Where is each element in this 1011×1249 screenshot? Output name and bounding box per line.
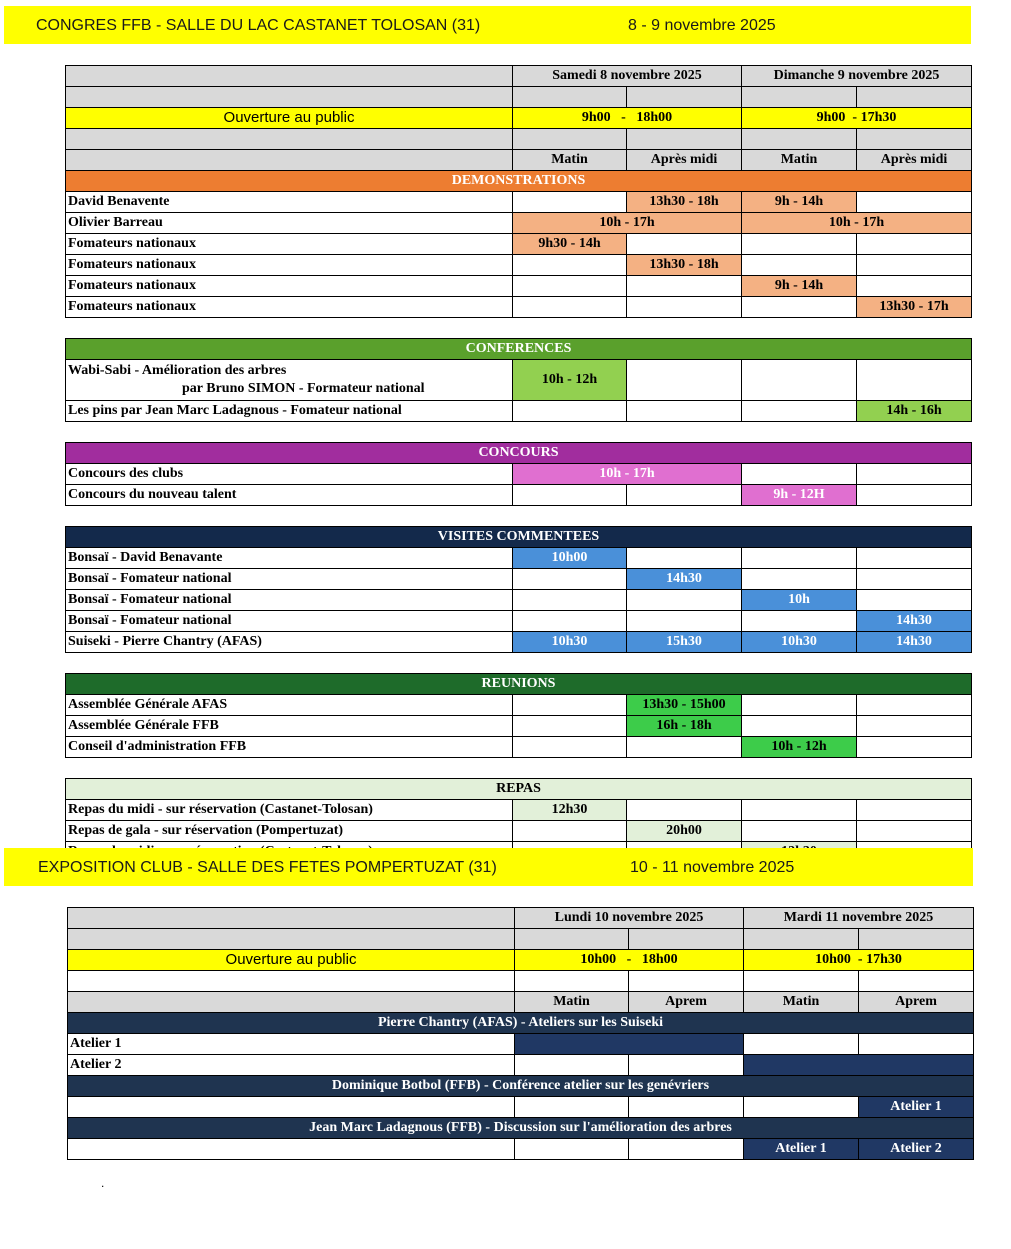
slot-cell: Atelier 1 (859, 1097, 974, 1118)
day-header-lundi: Lundi 10 novembre 2025 (515, 908, 744, 929)
time-cell: 10h30 (513, 632, 627, 653)
row-label: Bonsaï - Fomateur national (66, 611, 513, 632)
opening-hours-samedi: 9h00 - 18h00 (513, 108, 742, 129)
section-title: REPAS (66, 779, 972, 800)
row-label: Concours du nouveau talent (66, 485, 513, 506)
period-matin: Matin (742, 150, 857, 171)
table-row (66, 716, 972, 737)
period-matin: Matin (744, 992, 859, 1013)
row-label: Atelier 1 (68, 1034, 515, 1055)
opening-label: Ouverture au public (66, 108, 513, 129)
group-title: Jean Marc Ladagnous (FFB) - Discussion sur l'amélioration des arbres (68, 1118, 974, 1139)
table-row (66, 401, 972, 422)
table-row (66, 569, 972, 590)
section-title: CONCOURS (66, 443, 972, 464)
period-matin: Matin (513, 150, 627, 171)
header-row-blank (66, 87, 972, 108)
slot-cell: Atelier 1 (744, 1139, 859, 1160)
opening-hours-lundi: 10h00 - 18h00 (515, 950, 744, 971)
section-header-demonstrations (66, 171, 972, 192)
time-cell: 10h - 12h (513, 360, 627, 401)
row-label: Assemblée Générale FFB (66, 716, 513, 737)
period-apres-midi: Après midi (627, 150, 742, 171)
table-row (66, 821, 972, 842)
time-cell: 10h00 (513, 548, 627, 569)
time-cell: 10h30 (742, 632, 857, 653)
group-header (68, 1013, 974, 1034)
table-row (66, 548, 972, 569)
header-row-blank (66, 129, 972, 150)
table-row (66, 485, 972, 506)
section-header-reunions (66, 674, 972, 695)
table-row (68, 1097, 974, 1118)
header-row-periods (68, 992, 974, 1013)
table-row (66, 611, 972, 632)
row-label: Bonsaï - David Benavante (66, 548, 513, 569)
period-aprem: Aprem (629, 992, 744, 1013)
group-header (68, 1076, 974, 1097)
header-row-days (66, 66, 972, 87)
row-label: Fomateurs nationaux (66, 255, 513, 276)
table-row (66, 234, 972, 255)
period-aprem: Aprem (859, 992, 974, 1013)
time-cell: 10h - 17h (513, 464, 742, 485)
schedule-table-congres (65, 65, 972, 863)
row-label: David Benavente (66, 192, 513, 213)
period-matin: Matin (515, 992, 629, 1013)
row-label: Bonsaï - Fomateur national (66, 569, 513, 590)
time-cell: 12h30 (513, 800, 627, 821)
row-label: Repas du midi - sur réservation (Castanet-Tolosan) (66, 800, 513, 821)
opening-label: Ouverture au public (68, 950, 515, 971)
slot-block (744, 1055, 974, 1076)
day-header-dimanche: Dimanche 9 novembre 2025 (742, 66, 972, 87)
table-row (66, 255, 972, 276)
banner-congres (4, 6, 971, 44)
blank-row (68, 971, 974, 992)
section-header-conferences (66, 339, 972, 360)
banner-dates: 8 - 9 novembre 2025 (628, 17, 776, 34)
time-cell: 14h30 (627, 569, 742, 590)
time-cell: 14h30 (857, 632, 972, 653)
row-label-line1: Wabi-Sabi - Amélioration des arbres (68, 363, 287, 378)
time-cell: 9h - 14h (742, 192, 857, 213)
section-title: REUNIONS (66, 674, 972, 695)
table-row (66, 464, 972, 485)
opening-hours-dimanche: 9h00 - 17h30 (742, 108, 972, 129)
table-row (66, 360, 972, 401)
row-label: Concours des clubs (66, 464, 513, 485)
header-row-periods (66, 150, 972, 171)
row-label-line2: par Bruno SIMON - Formateur national (182, 381, 425, 396)
row-label: Les pins par Jean Marc Ladagnous - Fomateur national (66, 401, 513, 422)
row-label (66, 360, 513, 401)
banner-dates: 10 - 11 novembre 2025 (630, 859, 795, 876)
group-header (68, 1118, 974, 1139)
time-cell: 13h30 - 18h (627, 255, 742, 276)
row-label: Fomateurs nationaux (66, 297, 513, 318)
period-apres-midi: Après midi (857, 150, 972, 171)
row-label: Fomateurs nationaux (66, 234, 513, 255)
table-row (66, 276, 972, 297)
time-cell: 10h (742, 590, 857, 611)
time-cell: 13h30 - 18h (627, 192, 742, 213)
row-label: Conseil d'administration FFB (66, 737, 513, 758)
row-label: Olivier Barreau (66, 213, 513, 234)
table-row (66, 590, 972, 611)
header-row-days (68, 908, 974, 929)
row-label: Bonsaï - Fomateur national (66, 590, 513, 611)
section-title: VISITES COMMENTEES (66, 527, 972, 548)
table-row (66, 213, 972, 234)
time-cell: 16h - 18h (627, 716, 742, 737)
time-cell: 9h30 - 14h (513, 234, 627, 255)
table-row (66, 192, 972, 213)
row-label: Fomateurs nationaux (66, 276, 513, 297)
opening-hours-mardi: 10h00 - 17h30 (744, 950, 974, 971)
group-title: Dominique Botbol (FFB) - Conférence atelier sur les genévriers (68, 1076, 974, 1097)
time-cell: 15h30 (627, 632, 742, 653)
day-header-samedi: Samedi 8 novembre 2025 (513, 66, 742, 87)
table-row (66, 632, 972, 653)
time-cell: 10h - 17h (742, 213, 972, 234)
time-cell: 9h - 14h (742, 276, 857, 297)
table-row (68, 1055, 974, 1076)
slot-block (515, 1034, 744, 1055)
section-header-repas (66, 779, 972, 800)
time-cell: 14h - 16h (857, 401, 972, 422)
time-cell: 9h - 12H (742, 485, 857, 506)
group-title: Pierre Chantry (AFAS) - Ateliers sur les Suiseki (68, 1013, 974, 1034)
section-title: CONFERENCES (66, 339, 972, 360)
row-label: Repas de gala - sur réservation (Pompertuzat) (66, 821, 513, 842)
time-cell: 13h30 - 15h00 (627, 695, 742, 716)
banner-exposition (4, 848, 973, 886)
opening-row (68, 950, 974, 971)
opening-row (66, 108, 972, 129)
table-row (66, 737, 972, 758)
banner-title: CONGRES FFB - SALLE DU LAC CASTANET TOLOSAN (31) (36, 17, 481, 34)
table-row (66, 800, 972, 821)
time-cell: 20h00 (627, 821, 742, 842)
table-row (68, 1034, 974, 1055)
row-label: Assemblée Générale AFAS (66, 695, 513, 716)
table-row (68, 1139, 974, 1160)
time-cell: 10h - 17h (513, 213, 742, 234)
section-title: DEMONSTRATIONS (66, 171, 972, 192)
table-row (66, 695, 972, 716)
section-header-concours (66, 443, 972, 464)
time-cell: 13h30 - 17h (857, 297, 972, 318)
time-cell: 10h - 12h (742, 737, 857, 758)
header-row-blank (68, 929, 974, 950)
row-label: Suiseki - Pierre Chantry (AFAS) (66, 632, 513, 653)
footer-mark: . (101, 1176, 105, 1190)
schedule-table-exposition (67, 907, 974, 1160)
banner-title: EXPOSITION CLUB - SALLE DES FETES POMPERTUZAT (31) (38, 859, 497, 876)
table-row (66, 297, 972, 318)
day-header-mardi: Mardi 11 novembre 2025 (744, 908, 974, 929)
slot-cell: Atelier 2 (859, 1139, 974, 1160)
section-header-visites (66, 527, 972, 548)
row-label: Atelier 2 (68, 1055, 515, 1076)
time-cell: 14h30 (857, 611, 972, 632)
